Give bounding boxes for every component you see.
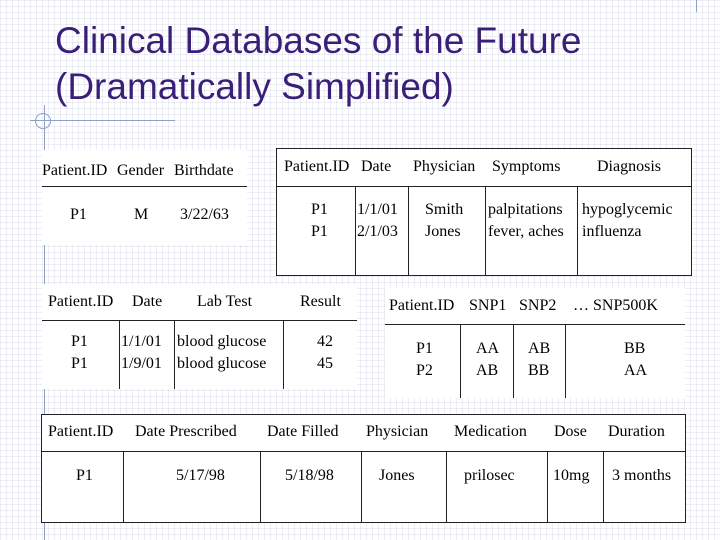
column-divider xyxy=(119,320,120,389)
column-divider xyxy=(446,451,447,522)
col-header-snp1: SNP1 xyxy=(469,297,507,314)
col-header-patient-id: Patient.ID xyxy=(42,162,108,179)
cell-dose: 10mg xyxy=(553,467,590,484)
col-header-medication: Medication xyxy=(454,423,527,440)
col-header-date: Date xyxy=(132,293,163,310)
col-header-lab-test: Lab Test xyxy=(197,293,253,310)
cell-results: 42 45 xyxy=(317,333,333,372)
cell-date-filled: 5/18/98 xyxy=(285,467,334,484)
decor-right-line xyxy=(696,0,697,12)
decor-circle xyxy=(35,113,51,129)
col-header-snp2: SNP2 xyxy=(519,297,557,314)
cell-snp500k-values: BB AA xyxy=(624,340,648,379)
cell-dates: 1/1/01 1/9/01 xyxy=(121,333,162,372)
cell-patient-id: P1 xyxy=(76,467,93,484)
labs-table xyxy=(42,284,357,389)
col-header-gender: Gender xyxy=(117,162,165,179)
cell-patient-ids: P1 P2 xyxy=(416,340,433,379)
col-header-patient-id: Patient.ID xyxy=(284,158,350,175)
column-divider xyxy=(513,324,514,398)
col-header-date: Date xyxy=(361,158,392,175)
column-divider xyxy=(547,451,548,522)
title-line-2: (Dramatically Simplified) xyxy=(55,66,454,107)
column-divider xyxy=(603,451,604,522)
header-divider xyxy=(42,451,685,452)
cell-diagnoses: hypoglycemic influenza xyxy=(582,201,673,240)
cell-physician: Jones xyxy=(379,467,415,484)
col-header-duration: Duration xyxy=(608,423,665,440)
col-header-result: Result xyxy=(300,293,341,310)
header-divider xyxy=(42,186,247,187)
cell-patient-ids: P1 P1 xyxy=(71,333,88,372)
column-divider xyxy=(174,320,175,389)
column-divider xyxy=(355,186,356,275)
cell-date-prescribed: 5/17/98 xyxy=(176,467,225,484)
cell-dates: 1/1/01 2/1/03 xyxy=(357,201,398,240)
title-line-1: Clinical Databases of the Future xyxy=(55,20,582,61)
col-header-patient-id: Patient.ID xyxy=(389,297,455,314)
header-divider xyxy=(42,320,357,321)
cell-snp2-values: AB BB xyxy=(528,340,551,379)
header-divider xyxy=(385,324,685,325)
demographics-table xyxy=(42,150,247,245)
cell-lab-tests: blood glucose blood glucose xyxy=(177,333,267,372)
col-header-physician: Physician xyxy=(366,423,429,440)
col-header-birthdate: Birthdate xyxy=(174,162,234,179)
decor-horizontal-line xyxy=(30,120,175,121)
column-divider xyxy=(577,186,578,275)
cell-symptoms: palpitations fever, aches xyxy=(488,201,564,240)
cell-medication: prilosec xyxy=(464,467,515,484)
column-divider xyxy=(361,451,362,522)
genotypes-table xyxy=(385,288,685,398)
col-header-date-filled: Date Filled xyxy=(267,423,339,440)
col-header-dose: Dose xyxy=(554,423,587,440)
column-divider xyxy=(283,320,284,389)
header-divider xyxy=(277,186,691,187)
column-divider xyxy=(460,324,461,398)
column-divider xyxy=(123,451,124,522)
slide-title xyxy=(55,18,695,110)
cell-snp1-values: AA AB xyxy=(476,340,500,379)
col-header-diagnosis: Diagnosis xyxy=(597,158,661,175)
cell-birthdate: 3/22/63 xyxy=(180,206,229,223)
cell-patient-id: P1 xyxy=(70,206,87,223)
col-header-symptoms: Symptoms xyxy=(492,158,561,175)
col-header-snp500k: … SNP500K xyxy=(573,297,658,314)
column-divider xyxy=(485,186,486,275)
diagnoses-table xyxy=(276,148,692,276)
cell-duration: 3 months xyxy=(612,467,672,484)
prescriptions-table xyxy=(41,414,686,523)
cell-patient-ids: P1 P1 xyxy=(311,201,328,240)
col-header-physician: Physician xyxy=(413,158,476,175)
cell-physicians: Smith Jones xyxy=(425,201,464,240)
column-divider xyxy=(408,186,409,275)
col-header-date-prescribed: Date Prescribed xyxy=(135,423,237,440)
column-divider xyxy=(260,451,261,522)
cell-gender: M xyxy=(134,206,149,223)
col-header-patient-id: Patient.ID xyxy=(48,423,114,440)
col-header-patient-id: Patient.ID xyxy=(48,293,114,310)
column-divider xyxy=(565,324,566,398)
